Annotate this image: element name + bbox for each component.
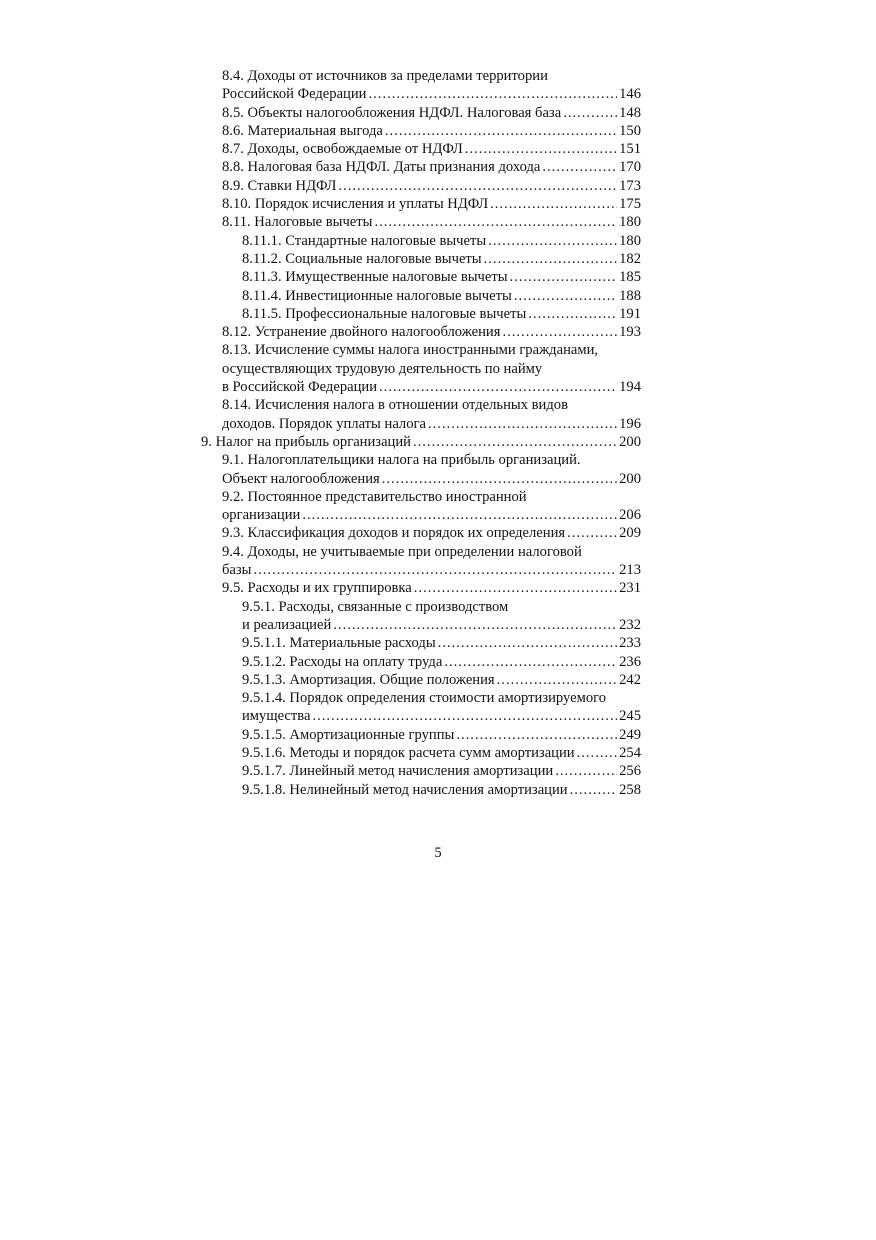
toc-page-number: 146 bbox=[619, 86, 641, 103]
toc-page-number: 258 bbox=[619, 781, 641, 798]
dot-leader bbox=[502, 323, 617, 341]
toc-page-number: 170 bbox=[619, 159, 641, 176]
toc-entry bbox=[222, 140, 641, 158]
toc-entry-title: и реализацией bbox=[242, 616, 332, 633]
toc-entry-title: Объект налогообложения bbox=[222, 470, 380, 487]
toc-page-number: 185 bbox=[619, 269, 641, 286]
toc-entry-title: 9.5.1.7. Линейный метод начисления амортизации bbox=[242, 763, 554, 780]
toc-entry bbox=[242, 305, 641, 323]
toc-entry bbox=[222, 524, 641, 542]
toc-entry-title: 9.5.1.2. Расходы на оплату труда bbox=[242, 653, 443, 670]
toc-entry bbox=[222, 122, 641, 140]
dot-leader bbox=[374, 213, 617, 231]
toc-entry-title: 9.5.1.6. Методы и порядок расчета сумм амортизации bbox=[242, 744, 575, 761]
toc-entry bbox=[222, 506, 641, 524]
dot-leader bbox=[253, 561, 617, 579]
dot-leader bbox=[555, 762, 617, 780]
dot-leader bbox=[514, 287, 617, 305]
toc-entry-title: организации bbox=[222, 507, 301, 524]
dot-leader bbox=[338, 177, 617, 195]
dot-leader bbox=[510, 268, 618, 286]
toc-page-number: 249 bbox=[619, 726, 641, 743]
toc-entry-title: 8.11.3. Имущественные налоговые вычеты bbox=[242, 269, 508, 286]
toc-entry-title: базы bbox=[222, 562, 252, 579]
toc-entry bbox=[222, 177, 641, 195]
toc-entry bbox=[242, 744, 641, 762]
toc-entry bbox=[242, 287, 641, 305]
toc-entry bbox=[242, 653, 641, 671]
toc-entry-title: 9.5.1.3. Амортизация. Общие положения bbox=[242, 671, 495, 688]
toc-entry bbox=[222, 470, 641, 488]
toc-page-number: 148 bbox=[619, 104, 641, 121]
toc-page-number: 151 bbox=[619, 141, 641, 158]
dot-leader bbox=[385, 122, 617, 140]
toc-entry bbox=[222, 323, 641, 341]
dot-leader bbox=[465, 140, 617, 158]
toc-entry-title: в Российской Федерации bbox=[222, 379, 378, 396]
dot-leader bbox=[428, 415, 617, 433]
toc-entry-title: 8.11.4. Инвестиционные налоговые вычеты bbox=[242, 287, 512, 304]
dot-leader bbox=[438, 634, 617, 652]
toc-entry bbox=[222, 85, 641, 103]
toc-entry-title: 9. Налог на прибыль организаций bbox=[201, 433, 411, 450]
dot-leader bbox=[577, 744, 618, 762]
toc-entry bbox=[242, 726, 641, 744]
toc-entry bbox=[222, 561, 641, 579]
toc-page-number: 175 bbox=[619, 196, 641, 213]
dot-leader bbox=[567, 524, 617, 542]
toc-entry bbox=[201, 433, 641, 451]
toc-entry-line: 9.2. Постоянное представительство иностранной bbox=[222, 488, 527, 505]
toc-entry-title: 9.5.1.1. Материальные расходы bbox=[242, 635, 436, 652]
toc-entry bbox=[242, 671, 641, 689]
toc-page-number: 200 bbox=[619, 470, 641, 487]
toc-page-number: 182 bbox=[619, 250, 641, 267]
toc-entry bbox=[242, 616, 641, 634]
toc-page-number: 191 bbox=[619, 305, 641, 322]
dot-leader bbox=[312, 707, 617, 725]
dot-leader bbox=[570, 781, 618, 799]
toc-page-number: 236 bbox=[619, 653, 641, 670]
toc-entry-title: 8.7. Доходы, освобождаемые от НДФЛ bbox=[222, 141, 463, 158]
toc-page-number: 254 bbox=[619, 744, 641, 761]
toc-entry bbox=[242, 268, 641, 286]
toc-entry bbox=[242, 232, 641, 250]
toc-entry-title: 8.6. Материальная выгода bbox=[222, 122, 383, 139]
toc-entry bbox=[222, 195, 641, 213]
toc-entry-title: 8.12. Устранение двойного налогообложения bbox=[222, 324, 501, 341]
dot-leader bbox=[497, 671, 617, 689]
table-of-contents bbox=[0, 67, 876, 799]
dot-leader bbox=[444, 653, 617, 671]
toc-entry-title: доходов. Порядок уплаты налога bbox=[222, 415, 426, 432]
toc-entry-line: 9.5.1.4. Порядок определения стоимости амортизируемого bbox=[242, 690, 607, 707]
toc-entry bbox=[242, 707, 641, 725]
toc-page-number: 150 bbox=[619, 122, 641, 139]
dot-leader bbox=[490, 195, 617, 213]
toc-entry-title: 8.11.2. Социальные налоговые вычеты bbox=[242, 250, 482, 267]
dot-leader bbox=[302, 506, 617, 524]
toc-page-number: 196 bbox=[619, 415, 641, 432]
page-number: 5 bbox=[434, 845, 442, 861]
toc-entry-title: имущества bbox=[242, 708, 311, 725]
toc-page-number: 233 bbox=[619, 635, 641, 652]
toc-page-number: 256 bbox=[619, 763, 641, 780]
toc-entry-title: 9.5.1.8. Нелинейный метод начисления амортизации bbox=[242, 781, 568, 798]
dot-leader bbox=[369, 85, 618, 103]
dot-leader bbox=[528, 305, 617, 323]
dot-leader bbox=[413, 433, 617, 451]
dot-leader bbox=[379, 378, 617, 396]
toc-entry-title: 8.9. Ставки НДФЛ bbox=[222, 177, 337, 194]
toc-entry-line: 9.5.1. Расходы, связанные с производством bbox=[242, 598, 509, 615]
toc-page-number: 180 bbox=[619, 214, 641, 231]
toc-entry-title: 9.3. Классификация доходов и порядок их определения bbox=[222, 525, 566, 542]
toc-entry-title: 8.11.5. Профессиональные налоговые вычеты bbox=[242, 305, 527, 322]
toc-entry bbox=[222, 415, 641, 433]
dot-leader bbox=[563, 104, 617, 122]
toc-entry-line: 8.4. Доходы от источников за пределами территории bbox=[222, 68, 548, 84]
dot-leader bbox=[456, 726, 617, 744]
toc-entry bbox=[222, 579, 641, 597]
toc-page-number: 242 bbox=[619, 671, 641, 688]
toc-entry-title: Российской Федерации bbox=[222, 86, 367, 103]
dot-leader bbox=[382, 470, 617, 488]
toc-entry-line: 9.1. Налогоплательщики налога на прибыль организаций. bbox=[222, 452, 581, 469]
toc-page-number: 232 bbox=[619, 616, 641, 633]
toc-entry bbox=[222, 158, 641, 176]
toc-page-number: 180 bbox=[619, 232, 641, 249]
dot-leader bbox=[414, 579, 617, 597]
toc-entry bbox=[242, 250, 641, 268]
toc-entry-title: 8.8. Налоговая база НДФЛ. Даты признания дохода bbox=[222, 159, 541, 176]
toc-entry-title: 8.5. Объекты налогообложения НДФЛ. Налоговая база bbox=[222, 104, 562, 121]
toc-entry-line: осуществляющих трудовую деятельность по найму bbox=[222, 360, 543, 377]
toc-entry bbox=[222, 378, 641, 396]
toc-entry bbox=[242, 634, 641, 652]
toc-entry bbox=[222, 213, 641, 231]
toc-page-number: 188 bbox=[619, 287, 641, 304]
toc-page-number: 173 bbox=[619, 177, 641, 194]
toc-entry-line: 8.14. Исчисления налога в отношении отдельных видов bbox=[222, 397, 568, 414]
dot-leader bbox=[488, 232, 617, 250]
toc-page-number: 193 bbox=[619, 324, 641, 341]
toc-entry bbox=[242, 781, 641, 799]
toc-entry-line: 9.4. Доходы, не учитываемые при определении налоговой bbox=[222, 543, 582, 560]
toc-page-number: 245 bbox=[619, 708, 641, 725]
toc-page-number: 209 bbox=[619, 525, 641, 542]
toc-entry-line: 8.13. Исчисление суммы налога иностранными гражданами, bbox=[222, 342, 599, 359]
toc-page-number: 206 bbox=[619, 507, 641, 524]
toc-entry bbox=[222, 104, 641, 122]
toc-entry-title: 8.10. Порядок исчисления и уплаты НДФЛ bbox=[222, 196, 489, 213]
toc-page-number: 231 bbox=[619, 580, 641, 597]
dot-leader bbox=[333, 616, 617, 634]
toc-entry-title: 8.11. Налоговые вычеты bbox=[222, 214, 373, 231]
toc-page-number: 194 bbox=[619, 379, 641, 396]
toc-page-number: 200 bbox=[619, 433, 641, 450]
dot-leader bbox=[542, 158, 617, 176]
toc-page-number: 213 bbox=[619, 562, 641, 579]
dot-leader bbox=[484, 250, 618, 268]
toc-entry-title: 8.11.1. Стандартные налоговые вычеты bbox=[242, 232, 487, 249]
toc-entry-title: 9.5. Расходы и их группировка bbox=[222, 580, 412, 597]
toc-entry bbox=[242, 762, 641, 780]
toc-entry-title: 9.5.1.5. Амортизационные группы bbox=[242, 726, 455, 743]
